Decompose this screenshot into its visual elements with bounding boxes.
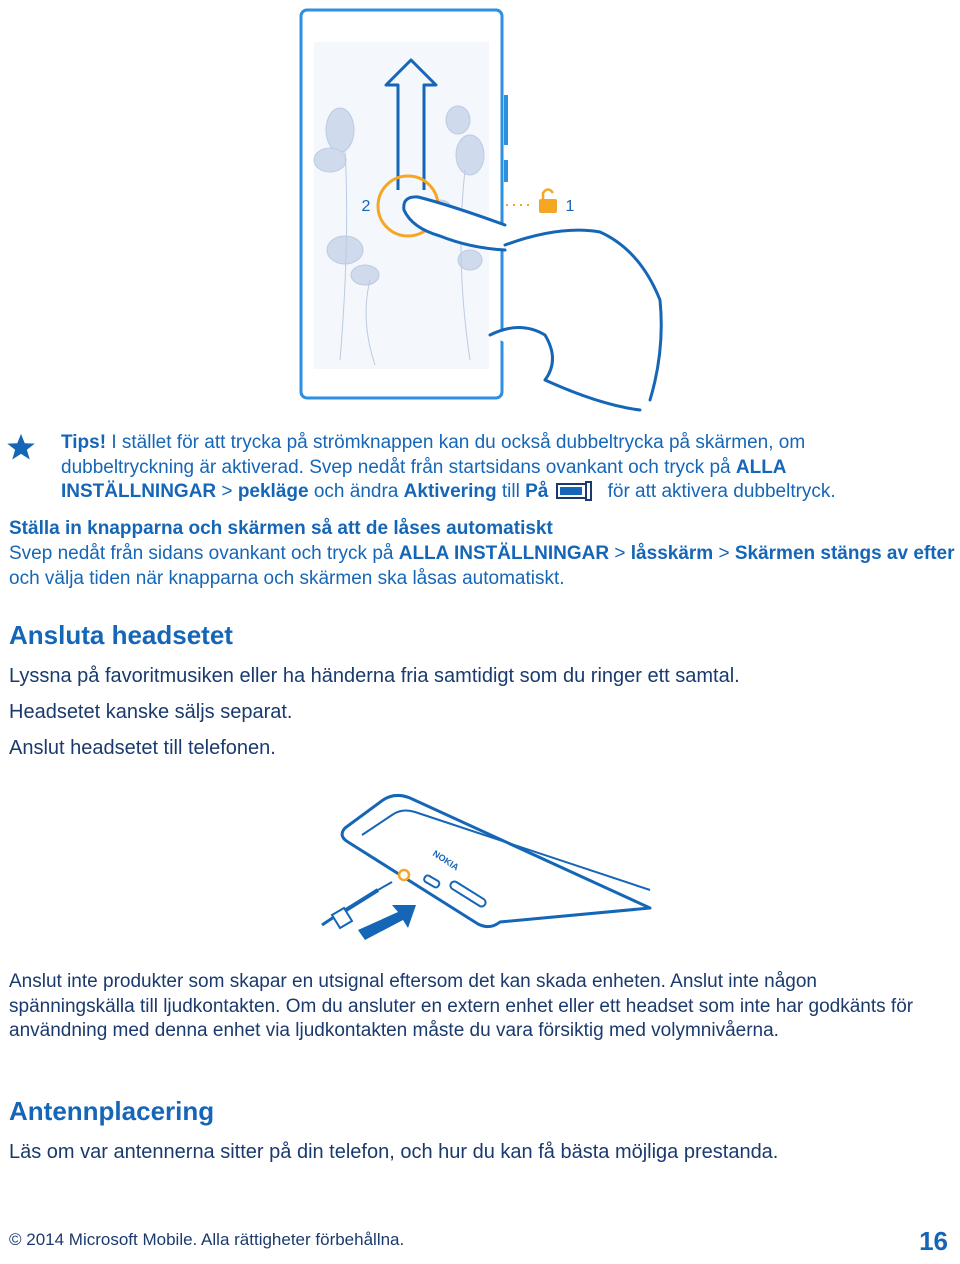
page-number: 16 — [919, 1226, 948, 1256]
footer-copyright: © 2014 Microsoft Mobile. Alla rättigheter förbehållna. — [9, 1230, 405, 1249]
headset-line-3: Anslut headsetet till telefonen. — [9, 737, 276, 759]
tip-paragraph — [61, 431, 941, 505]
lock-text-1: Svep nedåt från sidans ovankant och tryck på — [9, 543, 399, 564]
lock-sep-2: > — [713, 543, 735, 564]
tip-alla-installningar: ALLA INSTÄLLNINGAR — [61, 456, 786, 502]
lock-heading: Ställa in knapparna och skärmen så att de låses automatiskt — [9, 518, 553, 539]
tip-aktivering: Aktivering — [403, 481, 497, 502]
nokia-logo: NOKIA — [430, 848, 461, 873]
headset-heading: Ansluta headsetet — [9, 620, 233, 650]
antenna-line-1: Läs om var antennerna sitter på din telefon, och hur du kan få bästa möjliga prestanda. — [9, 1141, 779, 1163]
headset-connection-illustration — [310, 790, 660, 950]
lock-sep-1: > — [609, 543, 631, 564]
step-label-1: 1 — [565, 198, 575, 215]
headset-line-2: Headsetet kanske säljs separat. — [9, 701, 293, 723]
lock-lasskarm: låsskärm — [630, 543, 714, 564]
star-icon — [6, 432, 36, 462]
tip-text-4: för att aktivera dubbeltryck. — [602, 481, 836, 502]
headset-line-1: Lyssna på favoritmusiken eller ha händerna fria samtidigt som du ringer ett samtal. — [9, 665, 740, 687]
lock-alla-installningar: ALLA INSTÄLLNINGAR — [398, 543, 610, 564]
tip-peklage: pekläge — [237, 481, 309, 502]
antenna-heading: Antennplacering — [9, 1096, 215, 1126]
headset-warning: Anslut inte produkter som skapar en utsignal eftersom det kan skada enheten. Anslut inte någon spänningskälla till ljudkontakten. Om du ansluter en extern enhet eller ett headset som inte har godkänts för användning med denna enhet via ljudkontakten måste du vara försiktig med volymnivåerna. — [9, 971, 914, 1041]
lock-paragraph — [9, 542, 957, 591]
tip-pa: På — [525, 481, 549, 502]
toggle-on-icon — [556, 483, 592, 499]
step-label-2: 2 — [361, 198, 371, 215]
tip-prefix: Tips! — [61, 432, 107, 453]
swipe-unlock-illustration — [290, 0, 670, 415]
lock-text-2: och välja tiden när knapparna och skärmen ska låsas automatiskt. — [9, 567, 565, 589]
tip-sep: > — [216, 481, 238, 502]
tip-text-1: I stället för att trycka på strömknappen kan du också dubbeltrycka på skärmen, om dubbeltryckning är aktiverad. Svep nedåt från startsidans ovankant och tryck på — [61, 432, 806, 478]
tip-text-3: till — [496, 481, 526, 502]
tip-text-2: och ändra — [308, 481, 404, 502]
lock-skarmen-stangs: Skärmen stängs av efter — [734, 543, 955, 564]
